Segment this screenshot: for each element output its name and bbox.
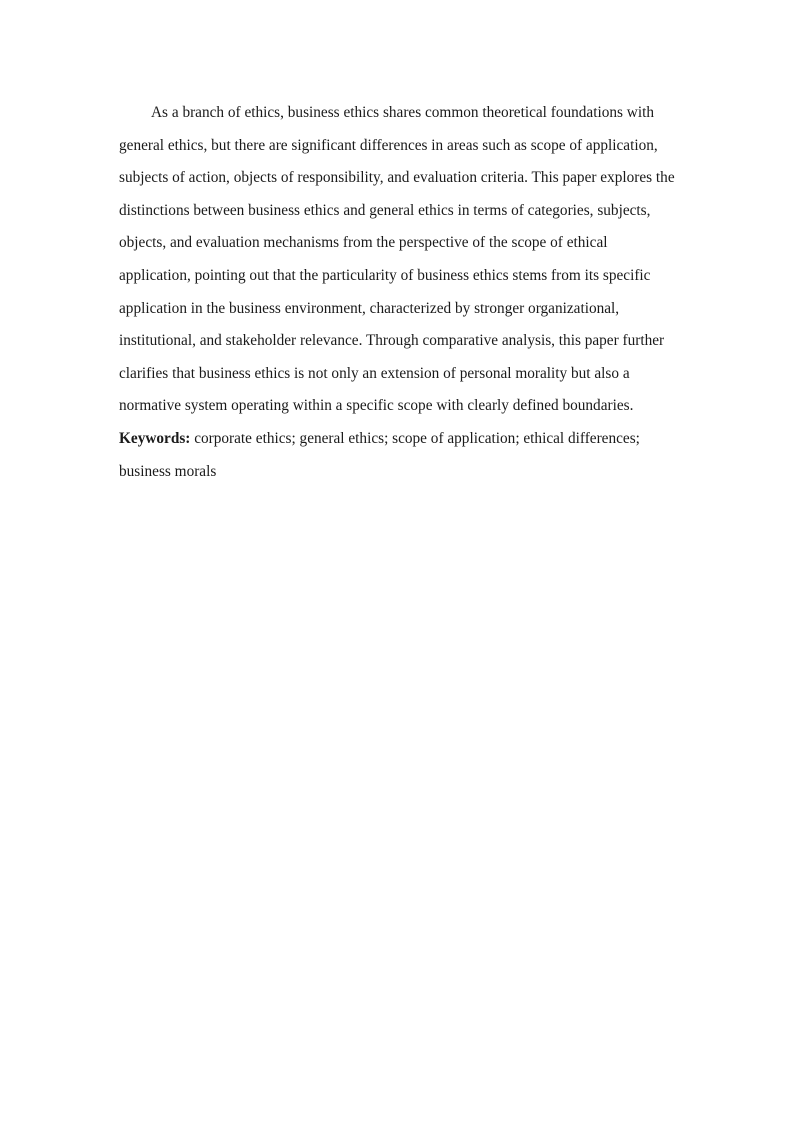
abstract-paragraph: As a branch of ethics, business ethics shares common theoretical foundations with general ethics, but there are significant differences in areas such as scope of application, subjects of action, objects of responsibility, and evaluation criteria. This paper explores the distinctions between business ethics and general ethics in terms of categories, subjects, objects, and evaluation mechanisms from the perspective of the scope of ethical application, pointing out that the particularity of business ethics stems from its specific application in the business environment, characterized by stronger organizational, institutional, and stakeholder relevance. Through comparative analysis, this paper further clarifies that business ethics is not only an extension of personal morality but also a normative system operating within a specific scope with clearly defined boundaries. <box>119 104 675 415</box>
keywords-list: corporate ethics; general ethics; scope of application; ethical differences; business morals <box>119 429 640 480</box>
keywords-label: Keywords: <box>119 429 191 447</box>
keywords-line <box>119 423 681 488</box>
abstract-section <box>119 97 681 488</box>
